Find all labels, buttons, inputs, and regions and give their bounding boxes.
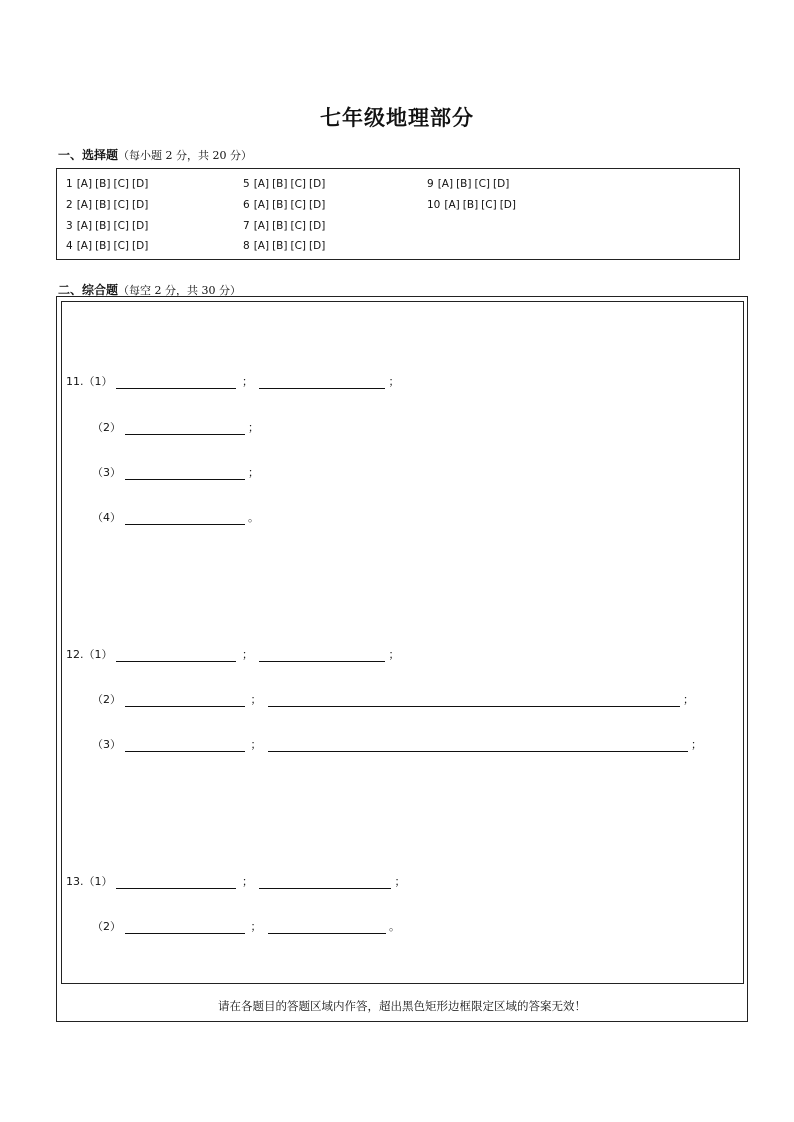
mc-question-6 [243, 199, 328, 211]
q11-part1-blank-b[interactable] [259, 376, 385, 389]
q13-part2-label: （2） [92, 920, 121, 933]
mc-option-c[interactable]: [C] [290, 220, 307, 232]
q13-part1-blank-a[interactable] [116, 876, 236, 889]
mc-option-d[interactable]: [D] [132, 220, 149, 232]
mc-question-number: 8 [243, 240, 250, 252]
answer-area-notice: 请在各题目的答题区域内作答，超出黑色矩形边框限定区域的答案无效！ [218, 999, 586, 1013]
q11-part3-blank[interactable] [125, 467, 245, 480]
q13-part2-end: 。 [389, 920, 400, 933]
mc-question-number: 7 [243, 220, 250, 232]
mc-option-d[interactable]: [D] [132, 240, 149, 252]
q12-part2-blank-a[interactable] [125, 694, 245, 707]
q12-part3-label: （3） [92, 738, 121, 751]
q11-part2-blank[interactable] [125, 422, 245, 435]
page-title: 七年级地理部分 [320, 106, 474, 130]
q11-part1-separator: ； [242, 375, 253, 388]
q11-part4-end: 。 [248, 511, 259, 524]
mc-option-b[interactable]: [B] [95, 178, 111, 190]
mc-option-b[interactable]: [B] [272, 220, 288, 232]
mc-question-number: 10 [427, 199, 441, 211]
mc-option-c[interactable]: [C] [290, 240, 307, 252]
mc-question-1 [66, 178, 151, 190]
q11-part4 [92, 509, 259, 525]
mc-question-7 [243, 220, 328, 232]
mc-option-c[interactable]: [C] [113, 199, 130, 211]
mc-option-a[interactable]: [A] [76, 178, 93, 190]
q12-part3-end: ； [691, 738, 702, 751]
mc-option-d[interactable]: [D] [132, 178, 149, 190]
mc-option-a[interactable]: [A] [253, 220, 270, 232]
mc-option-b[interactable]: [B] [272, 240, 288, 252]
mc-option-d[interactable]: [D] [493, 178, 510, 190]
mc-option-c[interactable]: [C] [290, 178, 307, 190]
q11-part1-label: 11.（1） [66, 375, 113, 388]
mc-option-c[interactable]: [C] [474, 178, 491, 190]
mc-option-a[interactable]: [A] [76, 240, 93, 252]
q13-part2-blank-a[interactable] [125, 921, 245, 934]
q12-part1 [66, 646, 400, 662]
mc-option-d[interactable]: [D] [309, 220, 326, 232]
mc-option-c[interactable]: [C] [481, 199, 497, 211]
mc-option-c[interactable]: [C] [113, 178, 130, 190]
mc-question-number: 3 [66, 220, 73, 232]
mc-option-d[interactable]: [D] [309, 178, 326, 190]
q12-part3-separator: ； [250, 738, 262, 751]
q12-part1-blank-a[interactable] [116, 649, 236, 662]
mc-question-9 [427, 178, 512, 190]
q11-part2 [92, 419, 259, 435]
q12-part2-end: ； [683, 693, 694, 706]
mc-option-d[interactable]: [D] [309, 199, 326, 211]
q12-part1-label: 12.（1） [66, 648, 113, 661]
mc-question-number: 1 [66, 178, 73, 190]
q11-part1-blank-a[interactable] [116, 376, 236, 389]
q11-part3-label: （3） [92, 466, 121, 479]
q12-part1-separator: ； [242, 648, 253, 661]
q13-part1 [66, 873, 406, 889]
q11-part1-end: ； [388, 375, 400, 388]
q12-part1-end: ； [388, 648, 400, 661]
mc-question-4 [66, 240, 151, 252]
mc-option-c[interactable]: [C] [113, 220, 130, 232]
q12-part2-separator: ； [250, 693, 262, 706]
mc-question-number: 5 [243, 178, 250, 190]
q12-part2-blank-b[interactable] [268, 694, 680, 707]
mc-question-2 [66, 199, 151, 211]
multiple-choice-box [56, 168, 740, 260]
q11-part1 [66, 373, 400, 389]
q13-part2-blank-b[interactable] [268, 921, 386, 934]
q12-part2-label: （2） [92, 693, 121, 706]
mc-question-number: 2 [66, 199, 73, 211]
q13-part2-separator: ； [250, 920, 262, 933]
mc-option-b[interactable]: [B] [95, 199, 111, 211]
mc-option-a[interactable]: [A] [253, 199, 270, 211]
mc-option-c[interactable]: [C] [290, 199, 307, 211]
mc-option-b[interactable]: [B] [272, 199, 288, 211]
q11-part4-blank[interactable] [125, 512, 245, 525]
mc-option-a[interactable]: [A] [444, 199, 460, 211]
mc-question-5 [243, 178, 328, 190]
mc-question-number: 9 [427, 178, 434, 190]
mc-option-a[interactable]: [A] [253, 240, 270, 252]
mc-question-3 [66, 220, 151, 232]
q11-part3-end: ； [248, 466, 259, 479]
q12-part3-blank-a[interactable] [125, 739, 245, 752]
q11-part2-end: ； [248, 421, 259, 434]
mc-option-c[interactable]: [C] [113, 240, 130, 252]
mc-option-b[interactable]: [B] [95, 240, 111, 252]
mc-option-d[interactable]: [D] [132, 199, 149, 211]
mc-option-d[interactable]: [D] [499, 199, 516, 211]
q13-part1-end: ； [394, 875, 406, 888]
q12-part3 [92, 736, 702, 752]
mc-option-b[interactable]: [B] [95, 220, 111, 232]
q12-part3-blank-b[interactable] [268, 739, 688, 752]
mc-option-a[interactable]: [A] [76, 220, 93, 232]
mc-option-a[interactable]: [A] [76, 199, 93, 211]
q12-part1-blank-b[interactable] [259, 649, 385, 662]
q12-part2 [92, 691, 694, 707]
mc-question-10 [427, 199, 519, 211]
mc-option-a[interactable]: [A] [437, 178, 454, 190]
q11-part4-label: （4） [92, 511, 121, 524]
mc-question-number: 4 [66, 240, 73, 252]
section1-note: （每小题 2 分，共 20 分） [118, 149, 252, 162]
q11-part3 [92, 464, 259, 480]
mc-option-b[interactable]: [B] [462, 199, 479, 211]
q11-part2-label: （2） [92, 421, 121, 434]
section1-heading [58, 146, 252, 163]
mc-question-8 [243, 240, 328, 252]
q13-part1-separator: ； [242, 875, 253, 888]
mc-option-a[interactable]: [A] [253, 178, 270, 190]
section2-note: （每空 2 分，共 30 分） [118, 284, 241, 297]
section1-title: 一、选择题 [58, 148, 119, 162]
q13-part1-label: 13.（1） [66, 875, 113, 888]
q13-part1-blank-b[interactable] [259, 876, 391, 889]
mc-option-b[interactable]: [B] [272, 178, 288, 190]
q13-part2 [92, 918, 400, 934]
section2-title: 二、综合题 [58, 283, 119, 297]
mc-option-b[interactable]: [B] [456, 178, 472, 190]
mc-option-d[interactable]: [D] [309, 240, 326, 252]
mc-question-number: 6 [243, 199, 250, 211]
